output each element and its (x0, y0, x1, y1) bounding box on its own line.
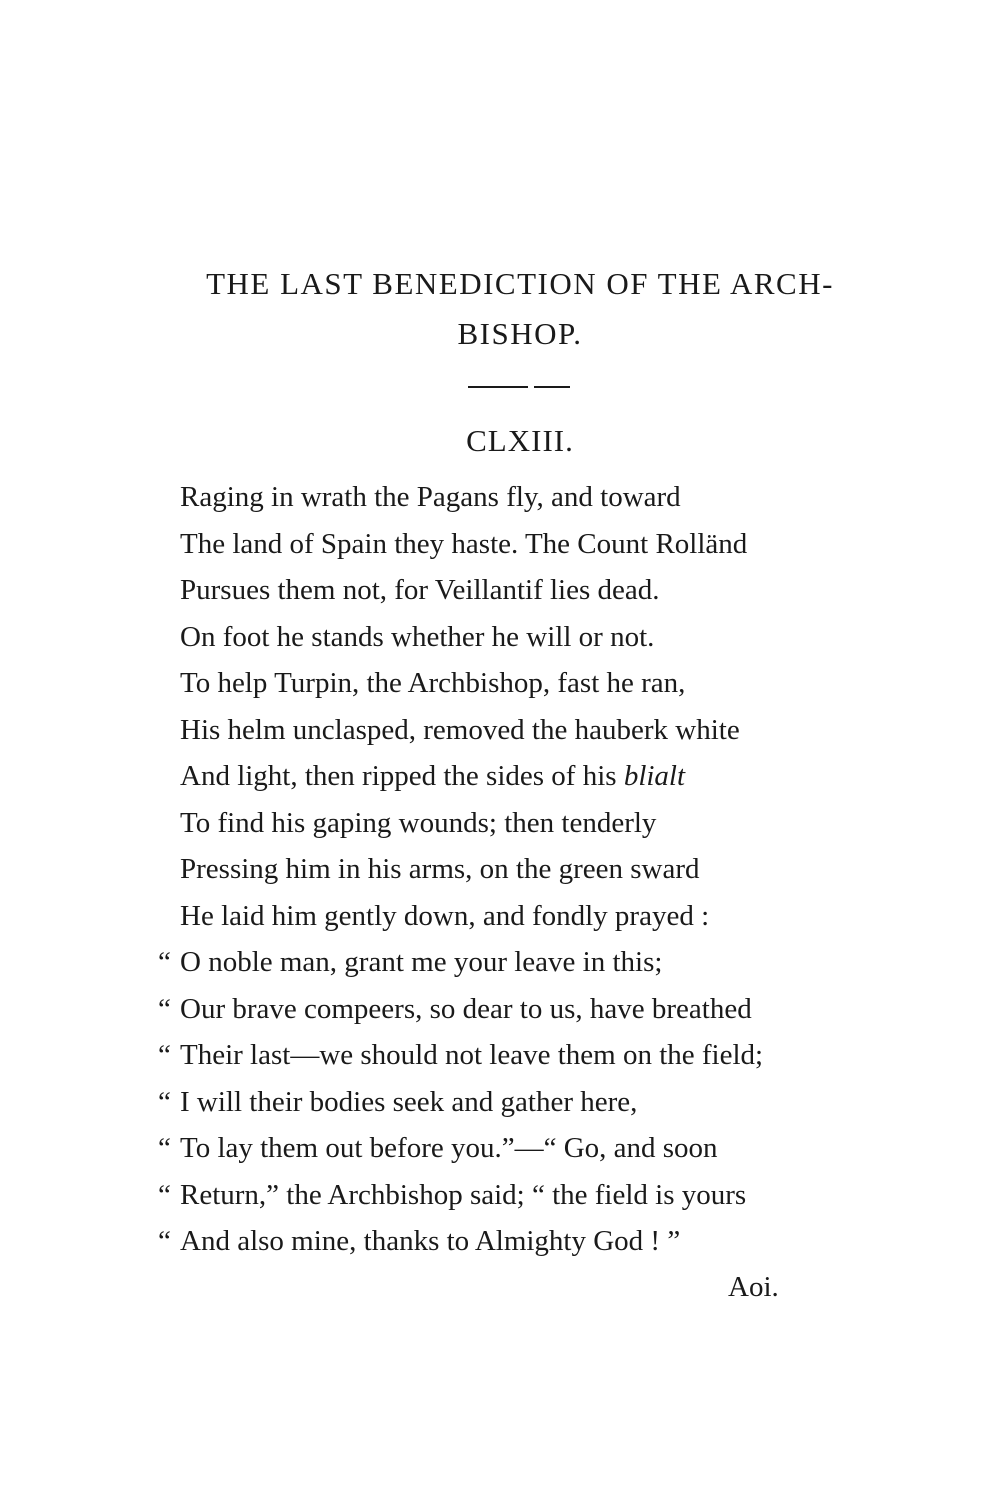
verse-line-text: Raging in wrath the Pagans fly, and toward (180, 481, 681, 513)
verse-line (0, 846, 1000, 893)
verse-line (0, 753, 1000, 800)
verse-line-text: Our brave compeers, so dear to us, have breathed (180, 992, 752, 1025)
chapter-title-line-1: THE LAST BENEDICTION OF THE ARCH- (206, 266, 834, 301)
verse-line (0, 1079, 1000, 1126)
verse-line (0, 707, 1000, 754)
verse-line (0, 660, 1000, 707)
verse-line-text: To lay them out before you.”—“ Go, and soon (180, 1132, 718, 1164)
opening-quote-mark: “ (158, 1039, 171, 1071)
verse-line-text: O noble man, grant me your leave in this; (180, 946, 663, 978)
verse-line (0, 1172, 1000, 1219)
verse-line-text: Pressing him in his arms, on the green sward (180, 853, 700, 885)
verse-line (0, 567, 1000, 614)
verse-line (0, 986, 1000, 1033)
opening-quote-mark: “ (158, 1132, 171, 1164)
verse-line-text: Their last—we should not leave them on the field; (180, 1039, 764, 1071)
verse-line (0, 893, 1000, 940)
opening-quote-mark: “ (158, 1178, 171, 1211)
verse-line (0, 521, 1000, 568)
verse-block (0, 474, 1000, 1265)
divider-gap (528, 384, 534, 390)
chapter-title-line-2: BISHOP. (457, 316, 583, 351)
verse-line-text: On foot he stands whether he will or not. (180, 620, 655, 653)
title-divider (468, 386, 570, 388)
section-number: CLXIII. (466, 423, 574, 458)
closing-refrain: Aoi. (728, 1271, 779, 1303)
opening-quote-mark: “ (158, 1085, 171, 1118)
verse-line (0, 474, 1000, 521)
verse-line (0, 800, 1000, 847)
verse-line-text: And also mine, thanks to Almighty God ! ” (180, 1225, 681, 1257)
verse-line (0, 614, 1000, 661)
verse-line-text: To help Turpin, the Archbishop, fast he ran, (180, 667, 686, 699)
opening-quote-mark: “ (158, 1225, 171, 1257)
verse-line-text: Pursues them not, for Veillantif lies dead. (180, 574, 660, 606)
verse-line-italic-term: blialt (623, 760, 686, 792)
verse-line-pre: And light, then ripped the sides of his (180, 760, 624, 792)
verse-line-text: Return,” the Archbishop said; “ the field is yours (180, 1178, 747, 1211)
verse-line-text: I will their bodies seek and gather here, (180, 1085, 638, 1118)
verse-line-text: To find his gaping wounds; then tenderly (180, 806, 657, 839)
opening-quote-mark: “ (158, 946, 171, 978)
verse-line-text: The land of Spain they haste. The Count Rolländ (180, 527, 748, 560)
verse-line-text: He laid him gently down, and fondly prayed : (180, 899, 710, 932)
opening-quote-mark: “ (158, 992, 171, 1025)
verse-line-text (180, 753, 685, 800)
verse-line (0, 1032, 1000, 1079)
verse-line (0, 939, 1000, 986)
verse-line (0, 1218, 1000, 1265)
verse-line (0, 1125, 1000, 1172)
verse-line-text: His helm unclasped, removed the hauberk white (180, 713, 740, 746)
